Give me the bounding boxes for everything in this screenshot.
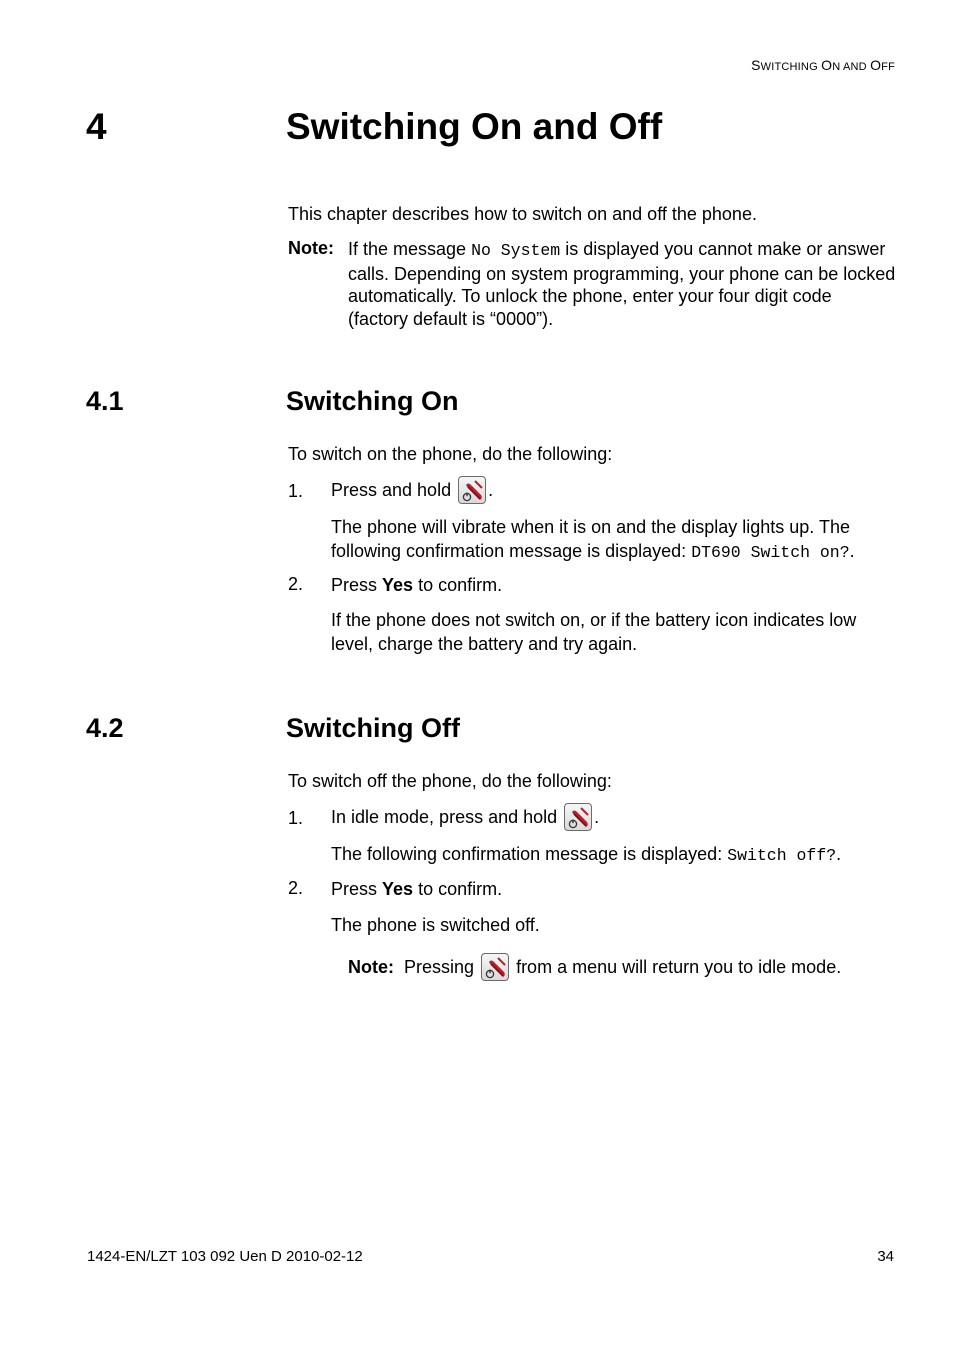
- end-call-power-key-icon: [458, 476, 486, 504]
- page-number: 34: [877, 1248, 894, 1265]
- no-system-code: No System: [471, 241, 561, 260]
- end-call-power-key-icon: [481, 953, 509, 981]
- chapter-title: Switching On and Off: [286, 106, 663, 147]
- step-text: Press Yes to confirm.: [331, 879, 503, 899]
- running-header: SWITCHING ON AND OFF: [751, 57, 895, 73]
- step-number: 1.: [288, 808, 304, 828]
- step-number: 2.: [288, 574, 304, 594]
- step-body: If the phone does not switch on, or if the battery icon indicates low level, charge the battery and try again.: [331, 610, 857, 654]
- step-body: The phone will vibrate when it is on and the display lights up. The following confirmation message is displayed: DT690 Switch on?.: [331, 517, 855, 562]
- step-text: Press Yes to confirm.: [331, 575, 503, 595]
- confirm-message-code: DT690 Switch on?: [691, 542, 850, 562]
- step-number: 2.: [288, 878, 304, 898]
- step-text: Press and hold .: [331, 476, 493, 504]
- chapter-number: 4: [86, 106, 107, 147]
- section2-lead: To switch off the phone, do the following:: [288, 771, 612, 791]
- step-body: The phone is switched off.: [331, 915, 540, 935]
- intro-paragraph: This chapter describes how to switch on and off the phone.: [288, 204, 757, 224]
- step-text: In idle mode, press and hold .: [331, 803, 599, 831]
- note-text: If the message No System is displayed you cannot make or answer calls. Depending on system programming, your phone can be locked automatically. To unlock the phone, enter your four digit code (factory default is “0000”).: [348, 239, 896, 329]
- step-body: The following confirmation message is displayed: Switch off?.: [331, 844, 842, 865]
- note-label: Note:: [288, 238, 334, 258]
- end-call-power-key-icon: [564, 803, 592, 831]
- step-number: 1.: [288, 481, 304, 501]
- confirm-message-code: Switch off?: [727, 846, 837, 865]
- footer-doc-id: 1424-EN/LZT 103 092 Uen D 2010-02-12: [87, 1248, 363, 1265]
- section1-lead: To switch on the phone, do the following:: [288, 444, 613, 464]
- note-idle-mode: Note: Pressing from a menu will return you to idle mode.: [348, 953, 841, 981]
